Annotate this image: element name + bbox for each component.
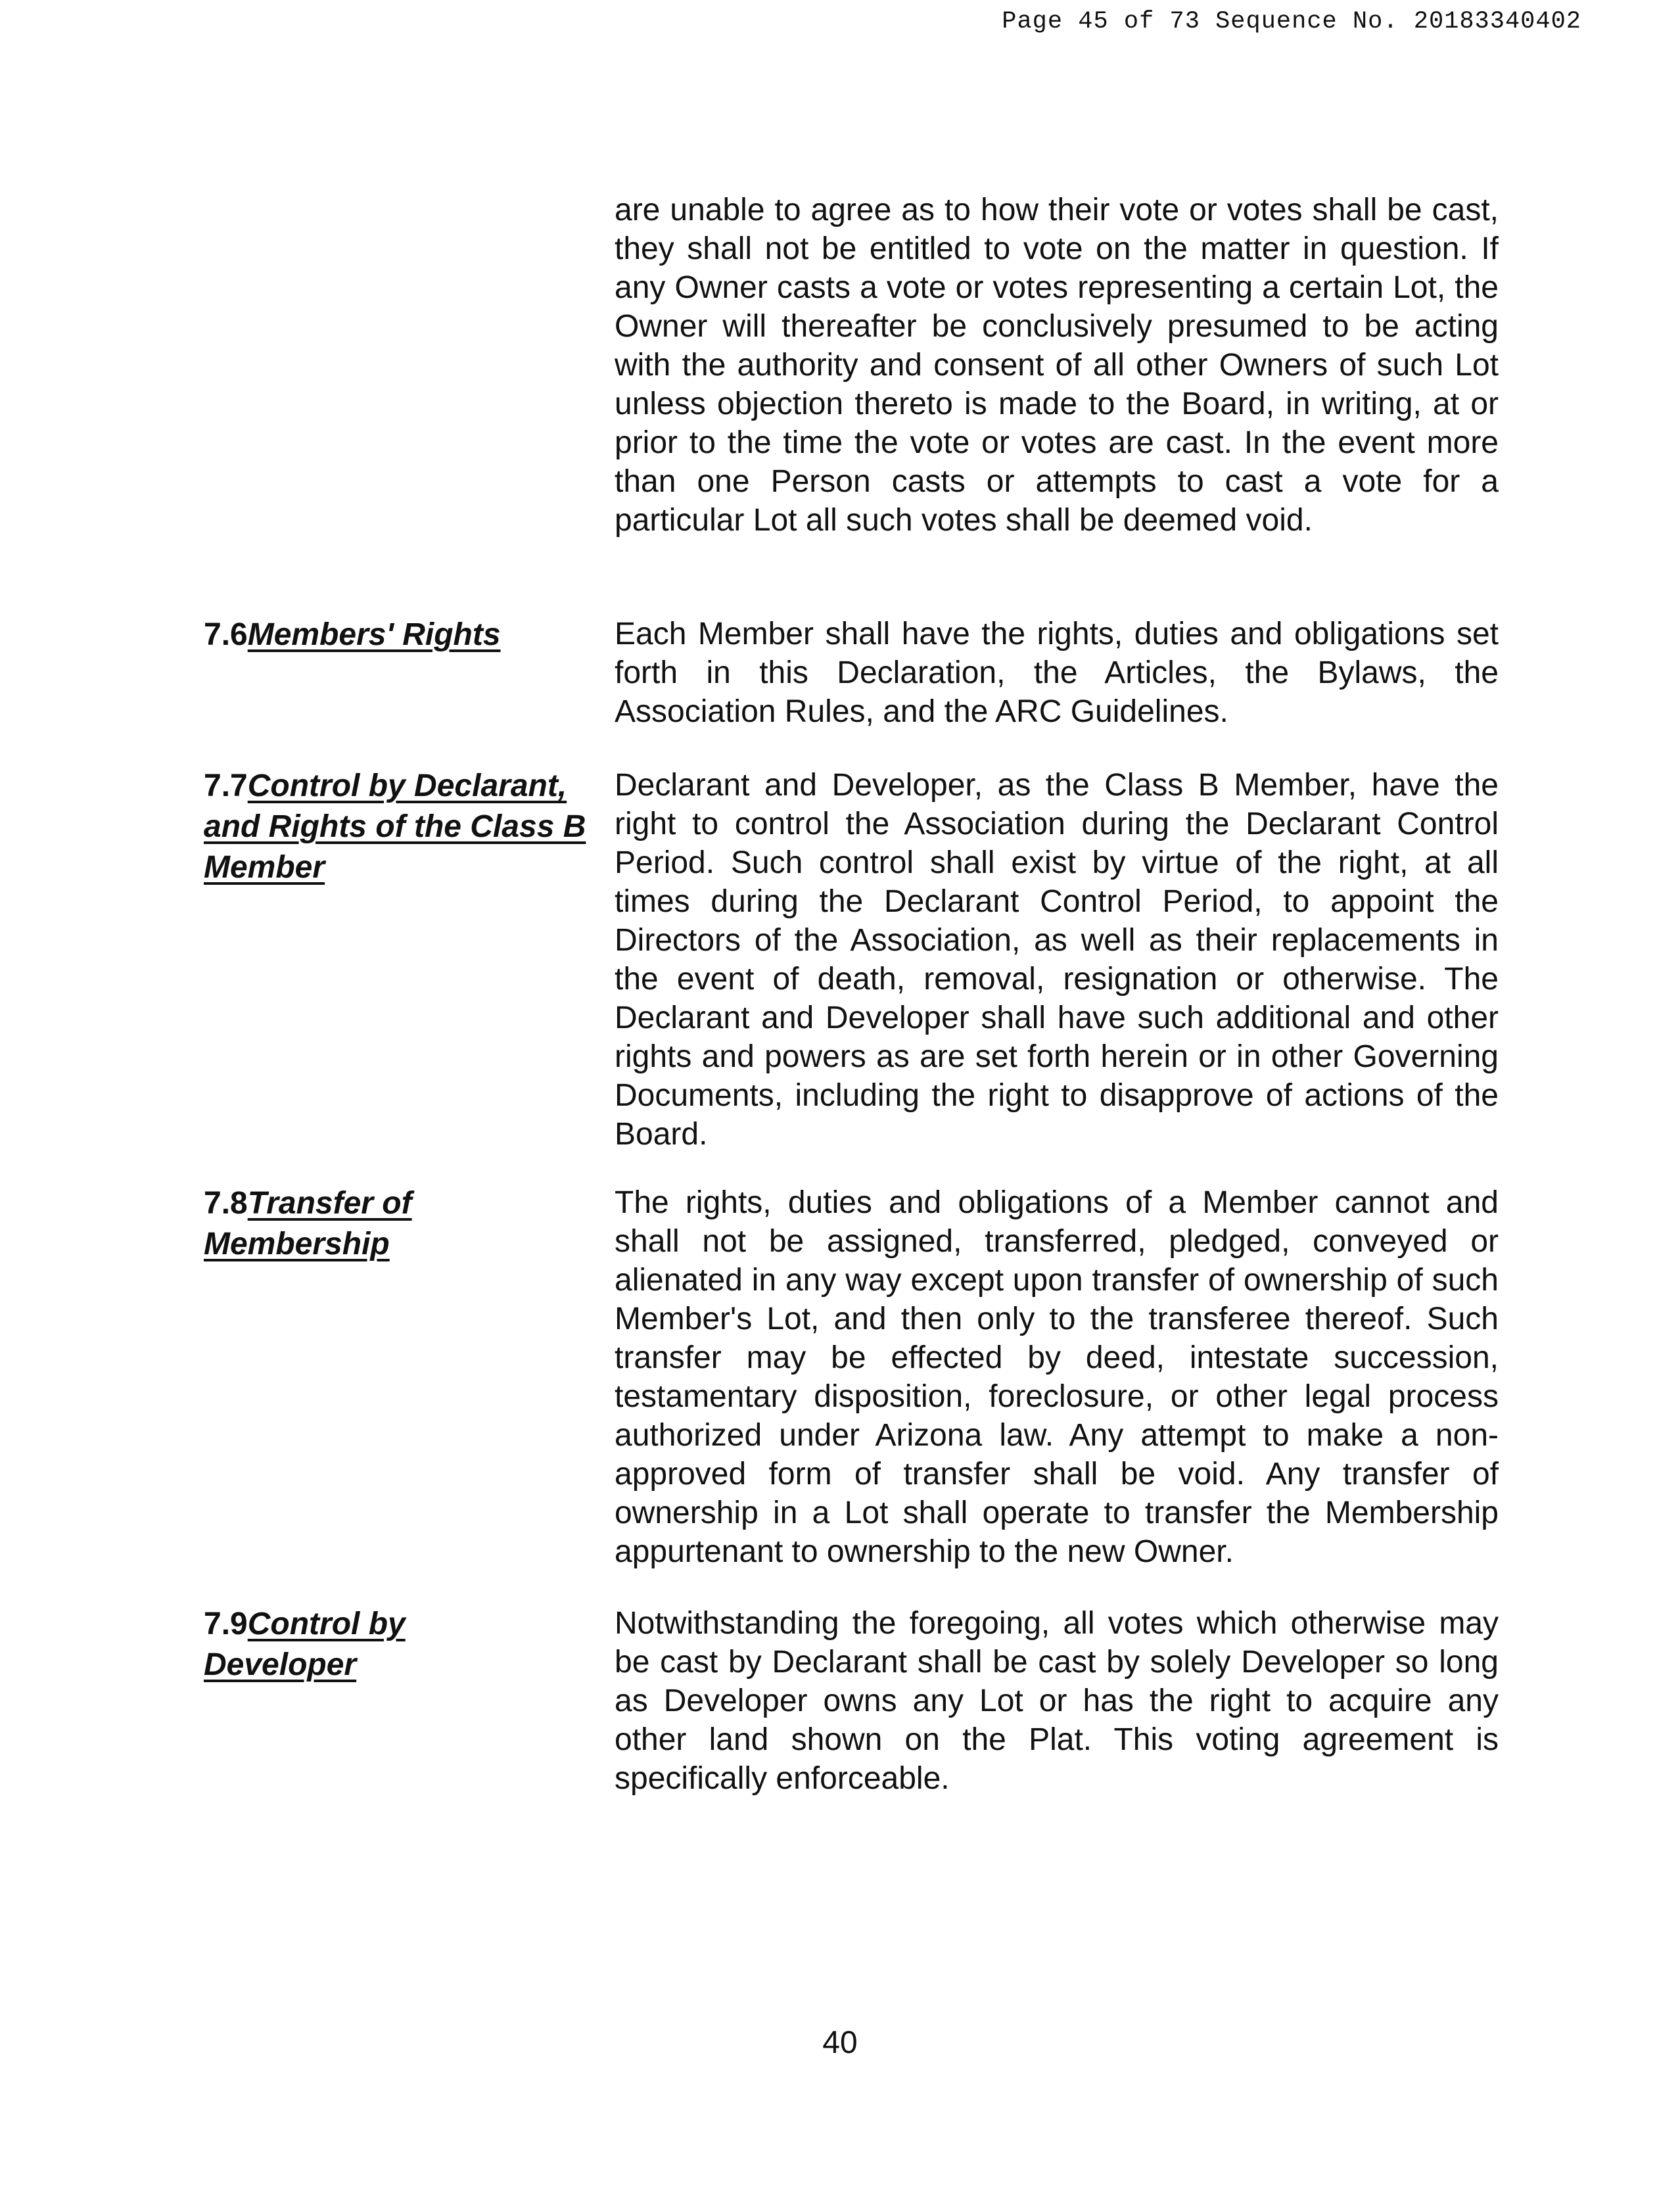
section-body: Declarant and Developer, as the Class B Member, have the right to control the Association during the Declarant Control Period. Such control shall exist by virtue of the right, at all times during the Declarant Control Period, to appoint the Directors of the Association, as well as their replacements in the event of death, removal, resignation or otherwise. The Declarant and Developer shall have such additional and other rights and powers as are set forth herein or in other Governing Documents, including the right to disapprove of actions of the Board. [615, 768, 1499, 1152]
page-header: Page 45 of 73 Sequence No. 20183340402 [1002, 8, 1581, 35]
section-number: 7.9 [204, 1607, 248, 1641]
section-body: The rights, duties and obligations of a Member cannot and shall not be assigned, transferred, pledged, conveyed or alienated in any way except upon transfer of ownership of such Member's Lot, and then only to the transferee thereof. Such transfer may be effected by deed, intestate succession, testamentary disposition, foreclosure, or other legal process authorized under Arizona law. Any attempt to make a non-approved form of transfer shall be void. Any transfer of ownership in a Lot shall operate to transfer the Membership appurtenant to ownership to the new Owner. [615, 1185, 1499, 1569]
section-body: are unable to agree as to how their vote or votes shall be cast, they shall not be entitled to vote on the matter in question. If any Owner casts a vote or votes representing a certain Lot, the Owner will thereafter be conclusively presumed to be acting with the authority and consent of all other Owners of such Lot unless objection thereto is made to the Board, in writing, at or prior to the time the vote or votes are cast. In the event more than one Person casts or attempts to cast a vote for a particular Lot all such votes shall be deemed void. [615, 193, 1499, 538]
section-body: Notwithstanding the foregoing, all votes which otherwise may be cast by Declarant shall be cast by solely Developer so long as Developer owns any Lot or has the right to acquire any other land shown on the Plat. This voting agreement is specifically enforceable. [615, 1606, 1499, 1796]
section-heading [204, 1183, 454, 1265]
section-heading [204, 766, 598, 888]
section-number: 7.6 [204, 617, 248, 652]
section-title: Control by Declarant, and Rights of the Class B Member [204, 768, 586, 885]
page-number: 40 [822, 2025, 858, 2060]
section-title: Transfer of Membership [204, 1186, 412, 1261]
section-number: 7.7 [204, 768, 248, 803]
section-heading [204, 615, 598, 655]
section-body: Each Member shall have the rights, duties and obligations set forth in this Declaration, the Articles, the Bylaws, the Association Rules, and the ARC Guidelines. [615, 617, 1499, 729]
section-title: Members' Rights [247, 617, 501, 652]
section-number: 7.8 [204, 1186, 248, 1221]
section-title: Control by Developer [204, 1607, 406, 1682]
section-heading [204, 1604, 454, 1685]
